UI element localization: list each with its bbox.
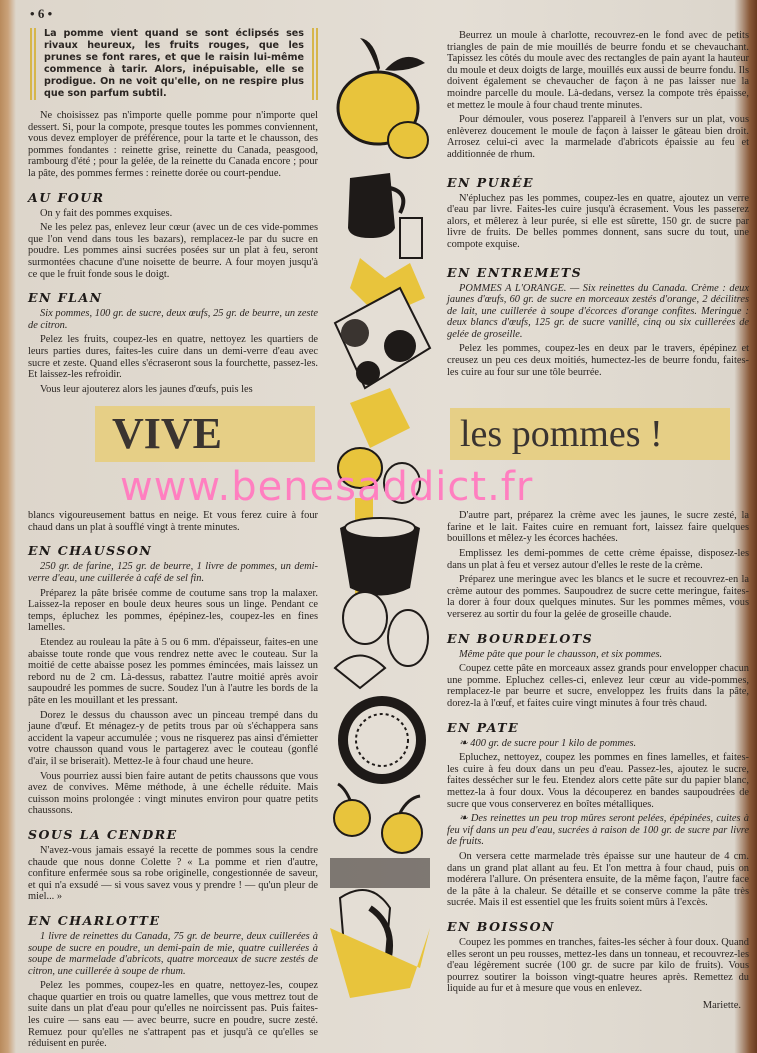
page-number-value: 6 (37, 6, 45, 21)
paragraph: Epluchez, nettoyez, coupez les pommes en fines lamelles, et faites-les cuire à feu doux dans un peu d'eau. Passez-les, ajoutez le sucre, faites dessécher sur le feu. Etendez alors cette pâte sur du papier blanc, mettez-la à four doux. Vous la découperez en bandes saupoudrées de sucre que vous conserverez en boîtes métalliques. (447, 752, 749, 810)
heading-en-charlotte: EN CHARLOTTE (28, 912, 161, 928)
ingredients: 1 livre de reinettes du Canada, 75 gr. de beurre, deux cuillerées à soupe de sucre en poudre, un demi-pain de mie, quatre cuillerées à soupe de marmelade d'abricots, quatre morceaux de sucre zestés de citron, une cuillerée à soupe de rhum. (28, 930, 318, 977)
paragraph: Pelez les pommes, coupez-les en quatre, nettoyez-les, coupez chaque quartier en trois ou quatre lamelles, que vous mettrez tout de suite dans un plat d'eau pour qu'elles ne noircissent pas. Puis faites-les cuire — sans eau — avec beurre, sucre en poudre, sucre zesté. Remuez pour qu'elles ne s'attrapent pas et jusqu'à ce qu'elles se réduisent en purée. (28, 980, 318, 1050)
right-column-bottom (447, 510, 749, 1053)
heading-en-puree: EN PURÉE (447, 174, 535, 190)
paragraph: Coupez cette pâte en morceaux assez grands pour envelopper chacun une pomme. Epluchez celles-ci, enlevez leur cœur au vide-pommes, remplacez-le par beurre et sucre, enveloppez les fruits dans la pâte, dorez-la à l'œuf, et faites cuire vingt minutes à four très chaud. (447, 663, 749, 709)
watermark-row (0, 464, 757, 510)
paragraph: Beurrez un moule à charlotte, recouvrez-en le fond avec de petits triangles de pain de mie mouillés de beurre fondu et se chevauchant. Tapissez les côtés du moule avec des rectangles de pain ayant la hauteur du moule et deux doigts de large, mouillés eux aussi de beurre fondu. Ils doivent également se chevaucher de façon à ne pas laisser nue la moindre parcelle du moule. Là-dedans, versez la compote très épaisse, et mettez le moule à four chaud trente minutes. (447, 30, 749, 111)
paragraph: Dorez le dessus du chausson avec un pinceau trempé dans du jaune d'œuf. Et ménagez-y de petits trous par où s'échappera sans accident la vapeur accumulée ; vous ne risquerez pas ainsi d'émietter votre chausson quand vous le partagerez avec le couteau (gonflé d'air, il se briserait). Mettez-le à four chaud une heure. (28, 709, 318, 767)
paragraph: Vous pourriez aussi bien faire autant de petits chaussons que vous avez de convives. Même méthode, à une échelle réduite. Mais cuisson moins prolongée : vingt minutes environ pour quatre petits chaussons. (28, 770, 318, 817)
ingredients: Même pâte que pour le chausson, et six pommes. (459, 648, 663, 660)
paragraph: Etendez au rouleau la pâte à 5 ou 6 mm. d'épaisseur, faites-en une abaisse toute ronde que vous rendrez nette avec le couteau. Sur la moitié de cette abaisse posez les pommes émincées, mais laissez un rebord nu de 2 cm. Là-dessus, rabattez l'autre moitié après avoir saupoudré les pommes de sucre. Soudez l'un à l'autre les bords de la pâte en les mouillant et les pressant. (28, 637, 318, 706)
heading-sous-la-cendre: SOUS LA CENDRE (28, 826, 178, 842)
paragraph: On versera cette marmelade très épaisse sur une hauteur de 4 cm. dans un grand plat allant au feu. Et l'on mettra à four chaud, puis on modérera l'allure. On présentera ensuite, de la même façon, l'autre face de la pâte à la chaleur. Se détaille et se conserve comme la pâte très sucrée. Mais il est essentiel que les fruits soient mûrs à l'excès. (447, 850, 749, 909)
top-section (0, 0, 757, 398)
paragraph: ❧ Des reinettes un peu trop mûres seront pelées, épépinées, cuites à feu vif dans un peu d'eau, sucrées à raison de 100 gr. de sucre par livre de fruits. (447, 813, 749, 848)
paragraph: Pour démouler, vous poserez l'appareil à l'envers sur un plat, vous enlèverez doucement le moule de façon à laisser le gâteau bien droit. Arrosez celui-ci avec la marmelade d'abricots épaissie au feu et additionnée de rhum. (447, 114, 749, 160)
heading-en-chausson: EN CHAUSSON (28, 543, 153, 559)
signature: Mariette. (702, 999, 741, 1011)
heading-en-pate: EN PATE (447, 719, 520, 735)
heading-en-entremets: EN ENTREMETS (447, 264, 583, 280)
intro-box (30, 28, 318, 100)
heading-au-four: AU FOUR (28, 189, 105, 205)
banner-left-band (95, 406, 315, 462)
right-column-top (447, 30, 749, 398)
ingredients: POMMES A L'ORANGE. — Six reinettes du Canada. Crème : deux jaunes d'œufs, 60 gr. de sucre en morceaux zestés d'orange, 2 décilitres de lait, une cuillerée à soupe d'écorces d'orange confites. Meringue : deux blancs d'œufs, 125 gr. de sucre vanillé, cinq ou six cuillerées de gelée de groseille. (447, 282, 749, 340)
heading-en-boisson: EN BOISSON (447, 918, 555, 934)
banner (0, 404, 757, 464)
paragraph: Préparez une meringue avec les blancs et le sucre et recouvrez-en la crème autour des pommes. Saupoudrez de sucre cette meringue, faites-la dorer à four doux quelques minutes. Sur les pommes mêmes, vous verserez au sortir du four la gelée de groseille chaude. (447, 574, 749, 621)
bottom-section (0, 510, 757, 1053)
paragraph: Pelez les pommes, coupez-les en deux par le travers, épépinez et creusez un peu ces deux moitiés, humectez-les de beurre fondu, faites-les cuire au four sur une tôle beurrée. (447, 343, 749, 378)
page-number: • 6 • (30, 6, 53, 21)
banner-title-left: VIVE (112, 409, 223, 459)
paragraph: D'autre part, préparez la crème avec les jaunes, le sucre zesté, la farine et le lait. Faites cuire en remuant fort, laissez faire quelques bouillons et mêlez-y les écorces hachées. (447, 510, 749, 545)
heading-en-flan: EN FLAN (28, 290, 103, 306)
banner-title-right: les pommes ! (460, 413, 663, 456)
paragraph: Préparez la pâte brisée comme de coutume sans trop la malaxer. Laissez-la reposer en boule deux heures sous un linge. Pendant ce temps, épluchez les pommes, épépinez-les, coupez-les en fines lamelles. (28, 587, 318, 634)
ingredients: Six pommes, 100 gr. de sucre, deux œufs, 25 gr. de beurre, un zeste de citron. (28, 308, 318, 331)
left-column-top (28, 110, 318, 395)
ingredients: ❧ 400 gr. de sucre pour 1 kilo de pommes. (459, 737, 637, 749)
paragraph: Emplissez les demi-pommes de cette crème épaisse, disposez-les dans un plat à feu et versez autour d'elles le reste de la crème. (447, 548, 749, 571)
paragraph: Pelez les fruits, coupez-les en quatre, nettoyez les quartiers de leurs parties dures, faites-les cuire dans un demi-verre d'eau avec sucre et zeste. Quand elles s'écraseront sous la fourchette, passez-les. Et laissez-les refroidir. (28, 334, 318, 381)
intro-text: La pomme vient quand se sont éclipsés ses rivaux heureux, les fruits rouges, que les prunes se font rares, et que le raisin lui-même commence à tarir. Alors, inépuisable, elle se prodigue. On ne voit qu'elle, on ne respire plus que son parfum subtil. (44, 28, 304, 99)
opening-paragraph: Ne choisissez pas n'importe quelle pomme pour n'importe quel dessert. Si, pour la compote, presque toutes les pommes conviennent, vous devez employer de préférence, pour la tarte et le chausson, des pommes fondantes : reinette grise, reinette du Canada, peasgood, rambourg d'été ; pour la gelée, de la reinette du Canada encore ; pour la pâte, des pommes fermes : reinette dorée ou court-pendue. (28, 110, 318, 179)
paragraph: Ne les pelez pas, enlevez leur cœur (avec un de ces vide-pommes que l'on vend dans tous les bazars), remplacez-le par du sucre en poudre. Les pommes ainsi sucrées posées sur un plat à feu, seront surmontées chacune d'une noisette de beurre. A four moyen jusqu'à ce que le fruit fonde sous le doigt. (28, 222, 318, 280)
paragraph: blancs vigoureusement battus en neige. Et vous ferez cuire à four chaud dans un plat à soufflé vingt à trente minutes. (28, 510, 318, 533)
left-top-wrapper (0, 0, 318, 398)
watermark: www.benesaddict.fr (120, 464, 534, 511)
paragraph: Vous leur ajouterez alors les jaunes d'œufs, puis les (40, 383, 253, 395)
illustration-gutter (318, 0, 447, 398)
paragraph: On y fait des pommes exquises. (40, 207, 173, 219)
left-column-bottom (28, 510, 318, 1053)
paragraph: N'épluchez pas les pommes, coupez-les en quatre, ajoutez un verre d'eau par livre. Faites-les cuire jusqu'à écrasement. Vous les passerez alors, et mêlerez à leur purée, si elle est sûrette, 150 gr. de sucre par livre de fruits. De belles pommes donnent, sans sucre du tout, une compote exquise. (447, 192, 749, 250)
paragraph: Coupez les pommes en tranches, faites-les sécher à four doux. Quand elles seront un peu rousses, mettez-les dans un tonneau, et recouvrez-les d'eau légèrement sucrée (100 gr. de sucre par kilo de fruits). Vous pourrez soutirer la boisson vingt-quatre heures après. Remettez du liquide au fur et à mesure que vous en enlevez. (447, 936, 749, 995)
illustration-gutter-bottom (318, 510, 447, 1053)
banner-right-band (450, 408, 730, 460)
paragraph: N'avez-vous jamais essayé la recette de pommes sous la cendre chaude que nous donne Colette ? « La pomme et rien d'autre, confiture enfermée sous sa robe originelle, congestionnée de saveur, et qui n'a exsudé — si vous savez vous y prendre ! — qu'un pleur de miel... » (28, 844, 318, 903)
heading-en-bourdelots: EN BOURDELOTS (447, 630, 594, 646)
ingredients: 250 gr. de farine, 125 gr. de beurre, 1 livre de pommes, un demi-verre d'eau, une cuillerée à café de sel fin. (28, 561, 318, 585)
